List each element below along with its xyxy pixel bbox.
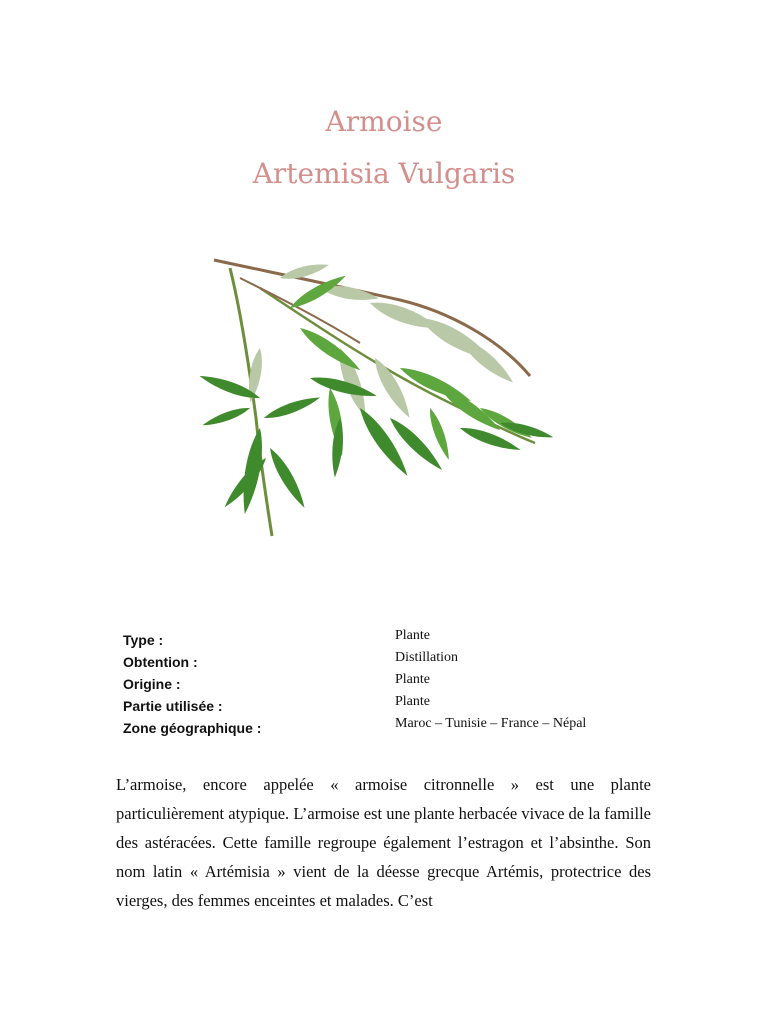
artemisia-plant-icon [200,248,560,548]
info-value-origine: Plante [395,672,430,687]
info-value-obtention: Distillation [395,650,458,665]
info-label-partie-utilisee: Partie utilisée : [123,698,223,714]
info-label-type: Type : [123,632,164,648]
info-value-partie-utilisee: Plante [395,694,430,709]
description-paragraph: L’armoise, encore appelée « armoise citronnelle » est une plante particulièrement atypique. L’armoise est une plante herbacée vivace de la famille des astéracées. Cette famille regroupe également l’estragon et l’absinthe. Son nom latin « Artémisia » vient de la déesse grecque Artémis, protectrice des vierges, des femmes enceintes et malades. C’est [116,775,651,910]
info-value-type: Plante [395,628,430,643]
title-block [0,96,768,200]
info-label-zone-geographique: Zone géographique : [123,720,262,736]
info-value-zone-geographique: Maroc – Tunisie – France – Népal [395,716,587,731]
info-values [395,625,586,735]
page-subtitle-latin-name: Artemisia Vulgaris [252,157,516,190]
info-label-obtention: Obtention : [123,654,198,670]
page-title: Armoise [325,105,443,138]
info-label-origine: Origine : [123,676,181,692]
info-labels [123,629,261,739]
